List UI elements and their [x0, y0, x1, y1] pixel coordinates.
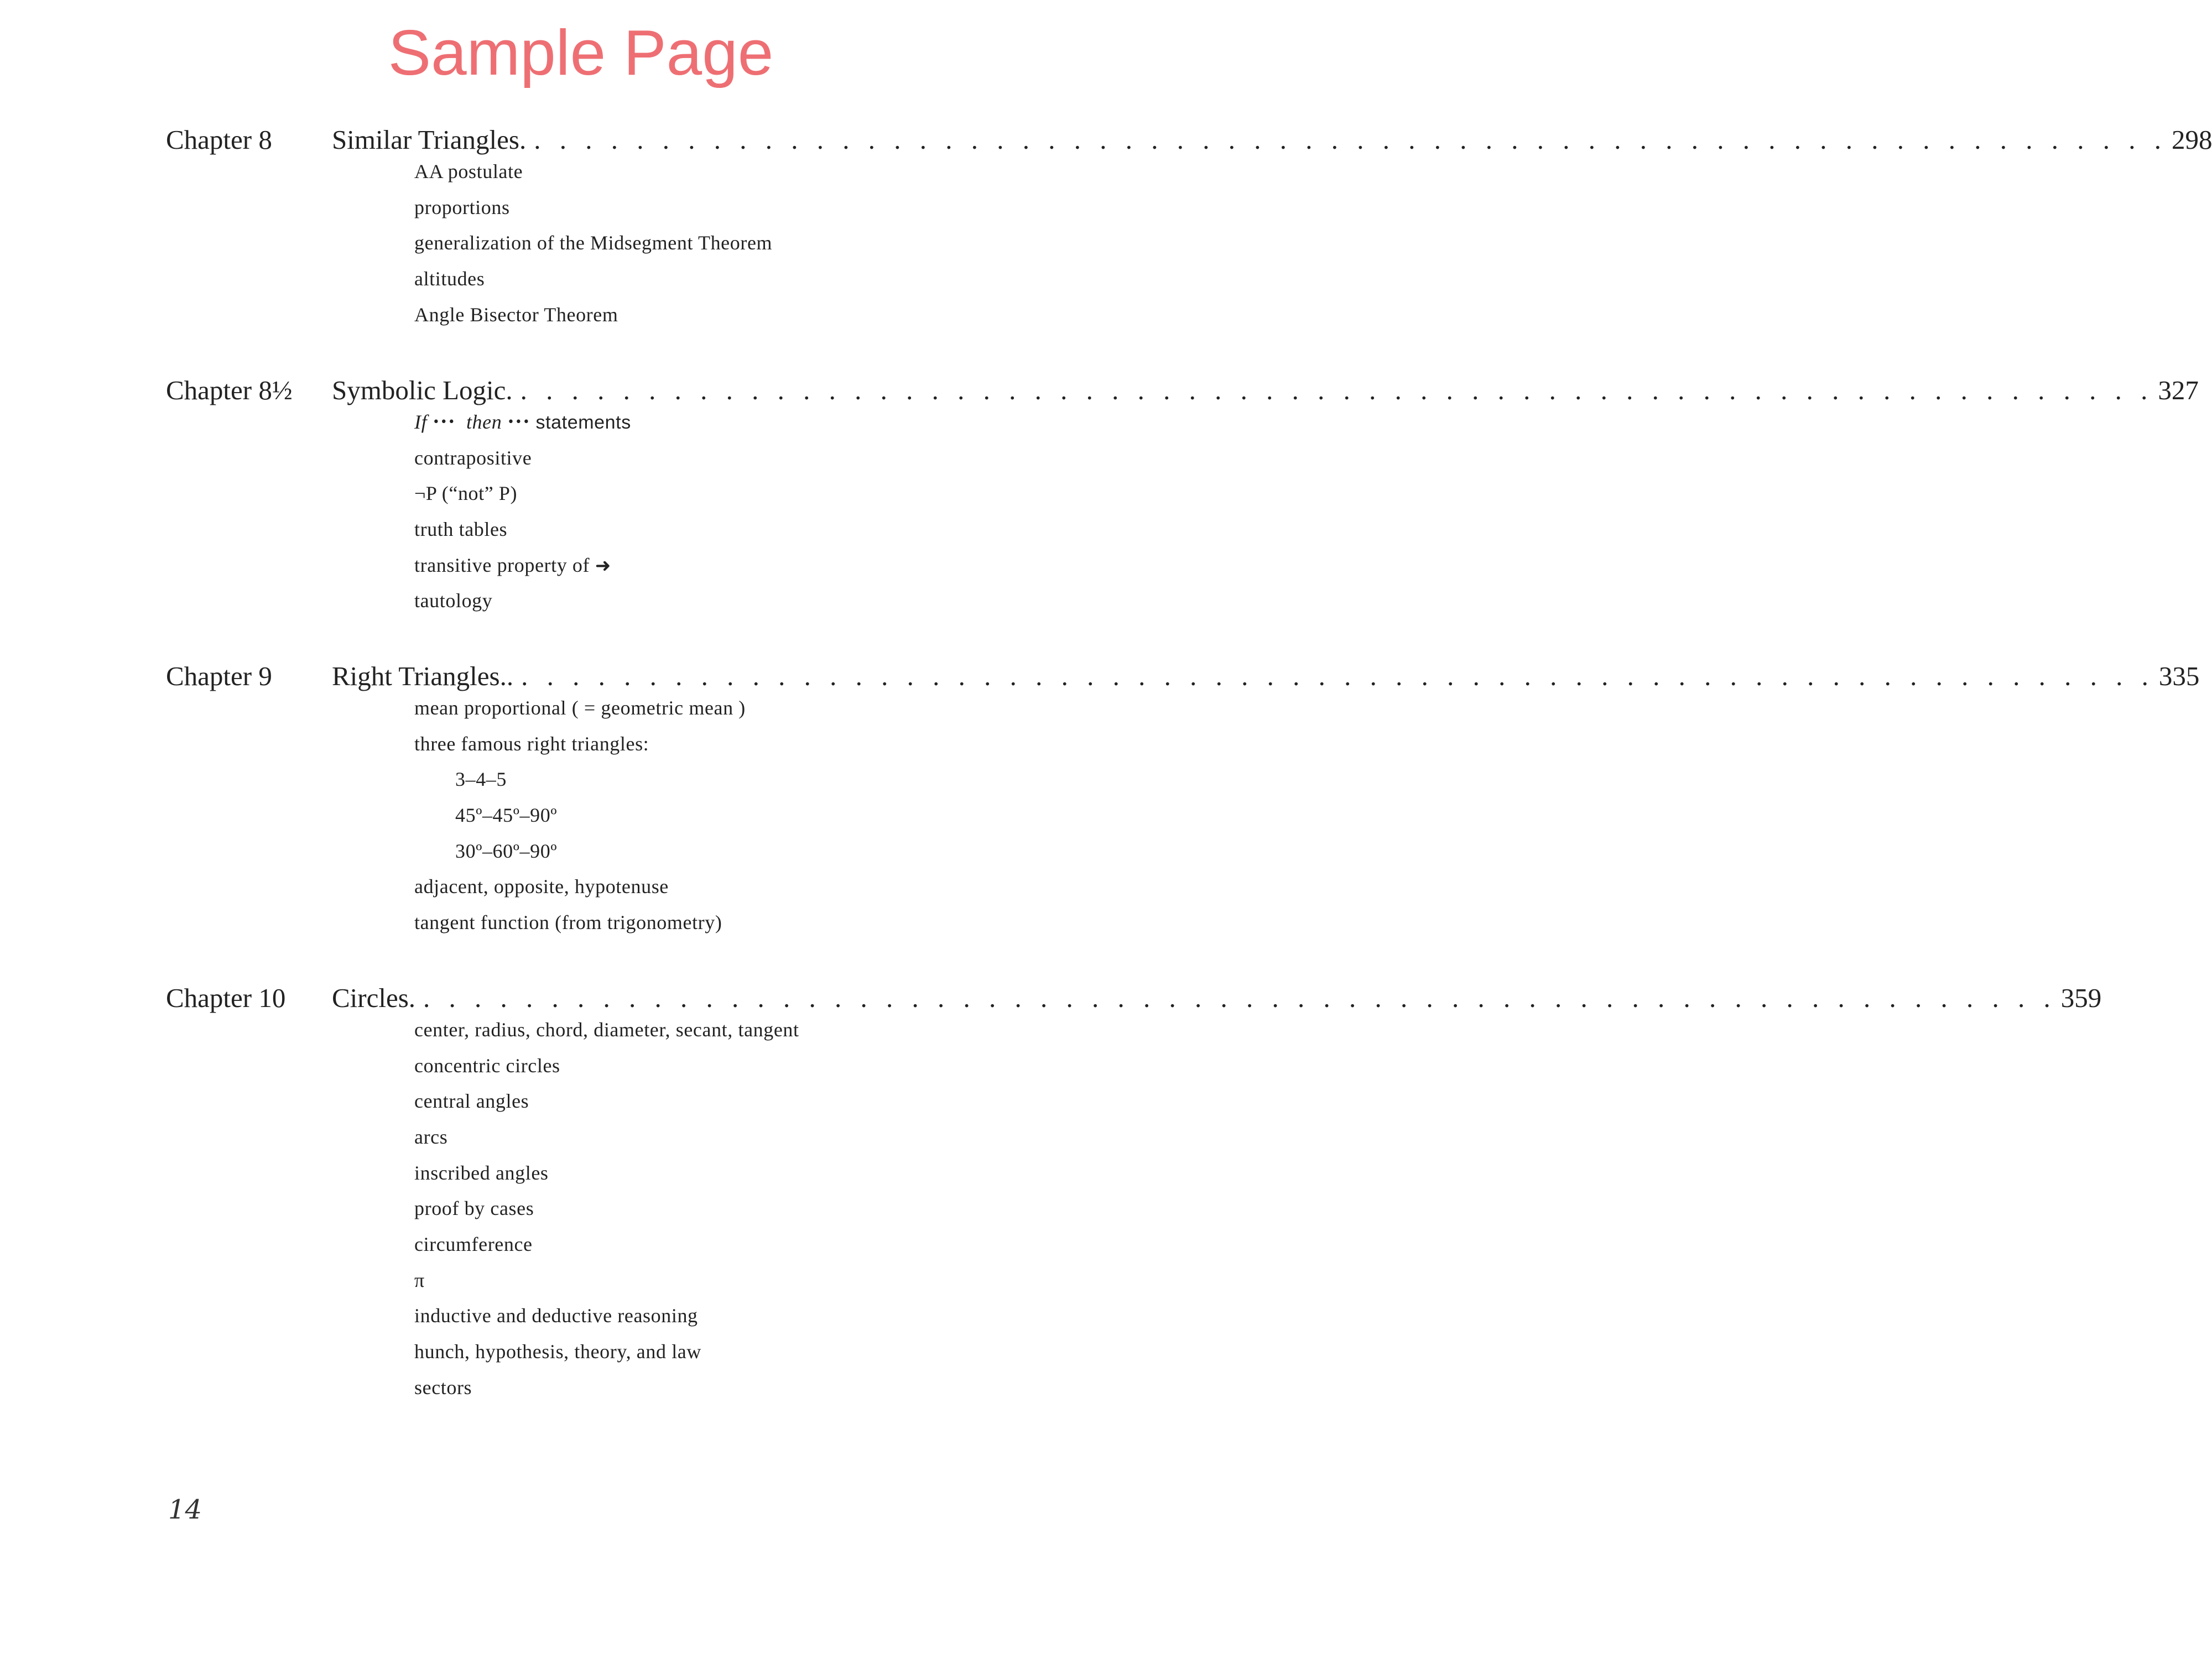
chapter-9-entry — [0, 659, 2200, 933]
sample-page-watermark: Sample Page — [388, 17, 774, 88]
ellipsis-dots: ••• — [432, 415, 456, 429]
chapter-8-half-entry — [0, 373, 2199, 612]
chapter-title: Symbolic Logic. — [332, 375, 513, 405]
chapter-page-number: 298 — [2171, 124, 2212, 155]
dot-leader: . . . . . . . . . . . . . . . . . . . . . . . . . . . . . . . . . . . . . . . . . . . . . . . . . . . . . . . . . . . . . . . . — [423, 983, 2057, 1013]
topic-item: ¬P (“not” P) — [414, 482, 518, 504]
chapter-title: Right Triangles.. — [332, 661, 514, 691]
topic-item: tautology — [414, 589, 493, 612]
chapter-page-number: 335 — [2158, 661, 2200, 691]
topic-item: three famous right triangles: — [414, 733, 649, 755]
chapter-8-entry — [0, 122, 2212, 326]
chapter-title: Circles. — [332, 983, 416, 1013]
then-word: then — [466, 411, 502, 433]
topic-item: AA postulate — [414, 160, 523, 182]
chapter-heading-row — [0, 122, 2212, 158]
chapter-heading-row — [0, 980, 2102, 1016]
dot-leader: . . . . . . . . . . . . . . . . . . . . . . . . . . . . . . . . . . . . . . . . . . . . . . . . . . . . . . . . . . . . . . . . — [520, 375, 2154, 405]
chapter-heading-row — [0, 373, 2199, 408]
chapter-title-line — [332, 122, 2212, 158]
topic-item: generalization of the Midsegment Theorem — [414, 232, 773, 254]
sub-topic-item: 30º–60º–90º — [455, 840, 558, 862]
sub-topic-item: 3–4–5 — [455, 768, 507, 790]
chapter-label: Chapter 10 — [166, 983, 286, 1013]
topic-item-if-then — [414, 409, 631, 435]
topic-item: adjacent, opposite, hypotenuse — [414, 875, 669, 898]
chapter-label: Chapter 8 — [166, 124, 272, 155]
if-word: If — [414, 411, 428, 433]
topic-item: altitudes — [414, 268, 485, 290]
topic-item: sectors — [414, 1376, 472, 1399]
chapter-label: Chapter 8½ — [166, 375, 293, 405]
topic-item: concentric circles — [414, 1055, 560, 1077]
topic-item: circumference — [414, 1233, 533, 1255]
chapter-title: Similar Triangles. — [332, 124, 527, 155]
topic-item: Angle Bisector Theorem — [414, 304, 618, 326]
chapter-title-line — [332, 659, 2200, 694]
topic-item: proportions — [414, 196, 510, 218]
topic-item: arcs — [414, 1126, 448, 1148]
topic-item: hunch, hypothesis, theory, and law — [414, 1340, 701, 1363]
topic-item: contrapositive — [414, 447, 532, 469]
chapter-title-line — [332, 980, 2102, 1016]
topic-item: center, radius, chord, diameter, secant, tangent — [414, 1019, 799, 1041]
topic-item-transitive — [414, 552, 611, 578]
topic-item: mean proportional ( = geometric mean ) — [414, 697, 746, 719]
chapter-page-number: 359 — [2060, 983, 2102, 1013]
chapter-label: Chapter 9 — [166, 661, 272, 691]
dot-leader: . . . . . . . . . . . . . . . . . . . . . . . . . . . . . . . . . . . . . . . . . . . . . . . . . . . . . . . . . . . . . . . . — [534, 124, 2167, 155]
chapter-title-line — [332, 373, 2199, 408]
chapter-10-entry — [0, 980, 2102, 1399]
ellipsis-dots: ••• — [507, 415, 530, 429]
topic-item: π — [414, 1269, 425, 1291]
sub-topic-item: 45º–45º–90º — [455, 804, 558, 826]
topic-item: tangent function (from trigonometry) — [414, 911, 722, 933]
topic-item: truth tables — [414, 518, 508, 540]
topic-item: central angles — [414, 1090, 529, 1112]
topic-item: inductive and deductive reasoning — [414, 1305, 698, 1327]
topic-item: proof by cases — [414, 1197, 534, 1219]
topic-item: inscribed angles — [414, 1162, 549, 1184]
chapter-heading-row — [0, 659, 2200, 694]
chapter-page-number: 327 — [2158, 375, 2199, 405]
transitive-text: transitive property of — [414, 554, 590, 576]
right-arrow-icon: ➜ — [595, 555, 611, 577]
dot-leader: . . . . . . . . . . . . . . . . . . . . . . . . . . . . . . . . . . . . . . . . . . . . . . . . . . . . . . . . . . . . . . . . — [521, 661, 2154, 691]
page-number-folio: 14 — [168, 1494, 202, 1525]
statements-word: statements — [535, 412, 631, 433]
